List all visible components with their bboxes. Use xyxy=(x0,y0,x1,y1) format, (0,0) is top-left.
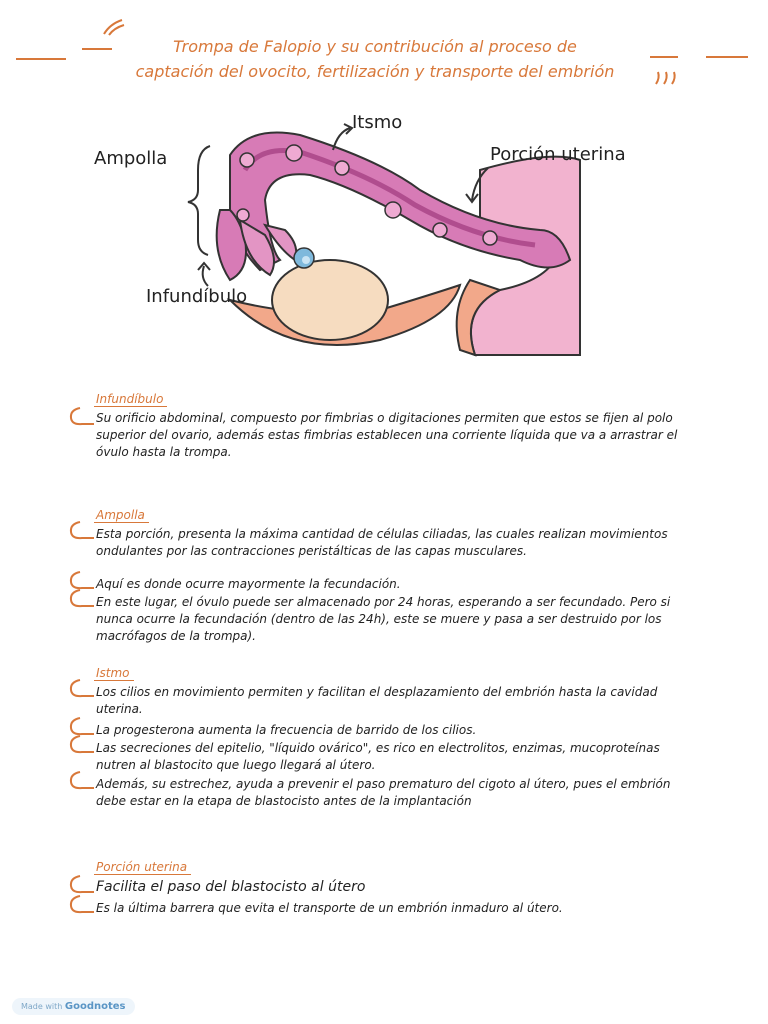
hook-arrow-icon xyxy=(66,734,96,756)
section-title-porcion-uterina: Porción uterina xyxy=(96,860,188,874)
ampolla-item-3: En este lugar, el óvulo puede ser almacenado por 24 horas, esperando a ser fecundado. Pero si nunca ocurre la fecundación (dentro de las 24h), este se muere y pasa a ser destruido por los macrófagos de la trompa). xyxy=(96,595,671,643)
porcion-uterina-item-2: Es la última barrera que evita el transporte de un embrión inmaduro al útero. xyxy=(96,901,563,915)
istmo-item-1: Los cilios en movimiento permiten y facilitan el desplazamiento del embrión hasta la cavidad uterina. xyxy=(96,685,658,716)
section-title-istmo: Istmo xyxy=(96,666,130,680)
label-itsmo: Itsmo xyxy=(352,112,403,133)
istmo-item-2: La progesterona aumenta la frecuencia de barrido de los cilios. xyxy=(96,723,477,737)
ampolla-item-2: Aquí es donde ocurre mayormente la fecundación. xyxy=(96,577,401,591)
made-with-label: Made with xyxy=(21,1002,63,1011)
label-infundibulo: Infundíbulo xyxy=(146,286,248,307)
section-title-infundibulo: Infundíbulo xyxy=(96,392,164,406)
hook-arrow-icon xyxy=(66,406,96,428)
section-porcion-uterina xyxy=(58,860,698,950)
label-porcion-uterina: Porción uterina xyxy=(490,144,626,165)
fallopian-tube-diagram xyxy=(80,110,700,370)
title-dash-left xyxy=(16,58,66,60)
hook-arrow-icon xyxy=(66,894,96,916)
ampolla-item-1: Esta porción, presenta la máxima cantidad de células ciliadas, las cuales realizan movimientos ondulantes por las contracciones peristálticas de las capas musculares. xyxy=(96,527,668,558)
infundibulo-item: Su orificio abdominal, compuesto por fimbrias o digitaciones permiten que estos se fijen al polo superior del ovario, además estas fimbrias establecen una corriente líquida que va a arrastrar el óvulo hasta la trompa. xyxy=(96,411,678,459)
title-line-1: Trompa de Falopio y su contribución al proceso de xyxy=(173,37,577,56)
label-ampolla: Ampolla xyxy=(94,148,168,169)
quote-close-icon xyxy=(652,68,680,88)
goodnotes-badge xyxy=(12,998,135,1015)
section-infundibulo xyxy=(58,392,698,492)
hook-arrow-icon xyxy=(66,874,96,896)
hook-arrow-icon xyxy=(66,678,96,700)
page-title xyxy=(95,34,655,84)
section-istmo xyxy=(58,666,698,846)
goodnotes-brand: Goodnotes xyxy=(64,1001,126,1012)
istmo-item-3: Las secreciones del epitelio, "líquido ovárico", es rico en electrolitos, enzimas, mucoproteínas nutren al blastocito que luego llegará al útero. xyxy=(96,741,660,772)
section-title-ampolla: Ampolla xyxy=(96,508,145,522)
title-dash-right-2 xyxy=(706,56,748,58)
title-line-2: captación del ovocito, fertilización y transporte del embrión xyxy=(135,62,615,81)
section-ampolla xyxy=(58,508,698,648)
istmo-item-4: Además, su estrechez, ayuda a prevenir el paso prematuro del cigoto al útero, pues el embrión debe estar en la etapa de blastocisto antes de la implantación xyxy=(96,777,671,808)
porcion-uterina-item-1: Facilita el paso del blastocisto al útero xyxy=(96,879,366,895)
hook-arrow-icon xyxy=(66,770,96,792)
hook-arrow-icon xyxy=(66,588,96,610)
hook-arrow-icon xyxy=(66,520,96,542)
